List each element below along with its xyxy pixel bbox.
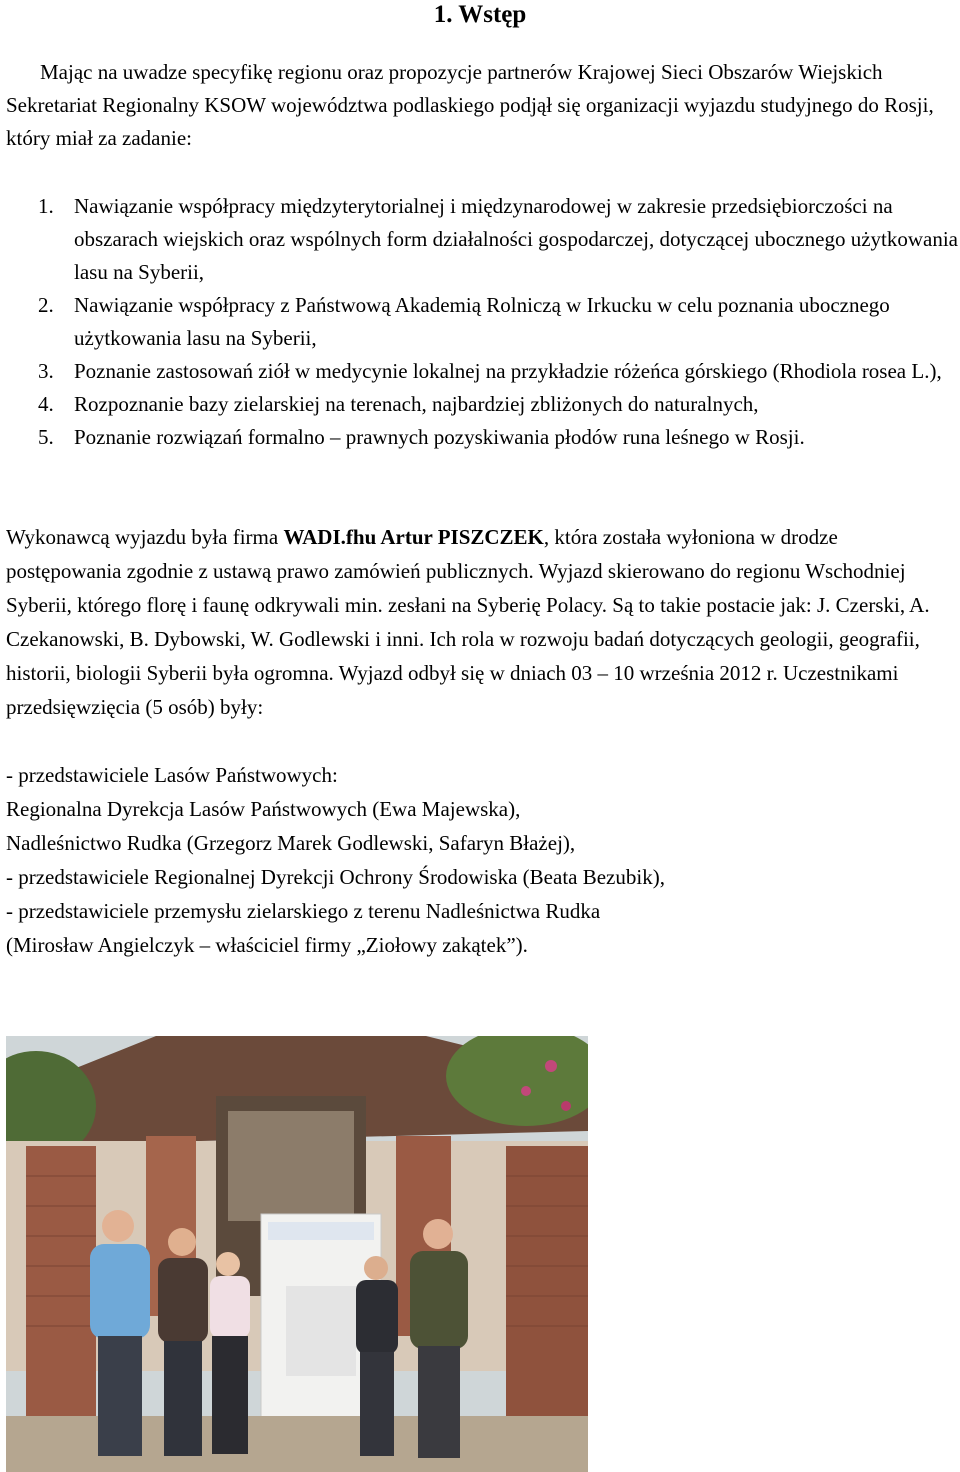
participant-line: Nadleśnictwo Rudka (Grzegorz Marek Godlewski, Safaryn Błażej), bbox=[6, 831, 576, 855]
goal-text: Nawiązanie współpracy z Państwową Akademią Rolniczą w Irkucku w celu poznania ubocznego użytkowania lasu na Syberii, bbox=[74, 293, 890, 350]
goal-number: 4. bbox=[38, 392, 54, 416]
goal-text: Poznanie zastosowań ziół w medycynie lokalnej na przykładzie różeńca górskiego (Rhodiola rosea L.), bbox=[74, 359, 942, 383]
goal-text: Nawiązanie współpracy międzyterytorialnej i międzynarodowej w zakresie przedsiębiorczości na obszarach wiejskich oraz wspólnych form działalności gospodarczej, dotyczącej ubocznego użytkowania lasu na Syberii, bbox=[74, 194, 958, 284]
goals-list bbox=[38, 190, 958, 454]
goal-text: Poznanie rozwiązań formalno – prawnych pozyskiwania płodów runa leśnego w Rosji. bbox=[74, 425, 805, 449]
goal-number: 3. bbox=[38, 359, 54, 383]
goal-number: 5. bbox=[38, 425, 54, 449]
participant-line: - przedstawiciele przemysłu zielarskiego z terenu Nadleśnictwa Rudka bbox=[6, 899, 601, 923]
goal-text: Rozpoznanie bazy zielarskiej na terenach, najbardziej zbliżonych do naturalnych, bbox=[74, 392, 759, 416]
participant-line: - przedstawiciele Regionalnej Dyrekcji Ochrony Środowiska (Beata Bezubik), bbox=[6, 865, 665, 889]
participants-list bbox=[6, 758, 956, 962]
executor-rest: , która została wyłoniona w drodze postępowania zgodnie z ustawą prawo zamówień publicznych. Wyjazd skierowano do regionu Wschodniej Syberii, którego florę i faunę odkrywali min. zesłani na Syberię Polacy. Są to takie postacie jak: J. Czerski, A. Czekanowski, B. Dybowski, W. Godlewski i inni. Ich rola w rozwoju badań dotyczących geologii, geografii, historii, biologii Syberii była ogromna. Wyjazd odbył się w dniach 03 – 10 września 2012 r. Uczestnikami przedsięwzięcia (5 osób) były: bbox=[6, 525, 930, 719]
goal-item bbox=[38, 190, 958, 289]
group-photo bbox=[6, 1036, 588, 1472]
goal-number: 1. bbox=[38, 194, 54, 218]
goal-number: 2. bbox=[38, 293, 54, 317]
participant-line: (Mirosław Angielczyk – właściciel firmy „Ziołowy zakątek”). bbox=[6, 933, 528, 957]
participant-line: Regionalna Dyrekcja Lasów Państwowych (Ewa Majewska), bbox=[6, 797, 521, 821]
executor-prefix: Wykonawcą wyjazdu była firma bbox=[6, 525, 284, 549]
executor-paragraph bbox=[6, 520, 956, 724]
goal-item bbox=[38, 388, 958, 421]
goal-item bbox=[38, 421, 958, 454]
group-photo-illustration bbox=[6, 1036, 588, 1472]
goal-item bbox=[38, 289, 958, 355]
page-title: 1. Wstęp bbox=[433, 1, 527, 28]
intro-paragraph: Mając na uwadze specyfikę regionu oraz propozycje partnerów Krajowej Sieci Obszarów Wiejskich Sekretariat Regionalny KSOW województwa podlaskiego podjął się organizacji wyjazdu studyjnego do Rosji, który miał za zadanie: bbox=[6, 60, 934, 150]
executor-name: WADI.fhu Artur PISZCZEK bbox=[283, 525, 544, 549]
participant-line: - przedstawiciele Lasów Państwowych: bbox=[6, 763, 338, 787]
goal-item bbox=[38, 355, 958, 388]
